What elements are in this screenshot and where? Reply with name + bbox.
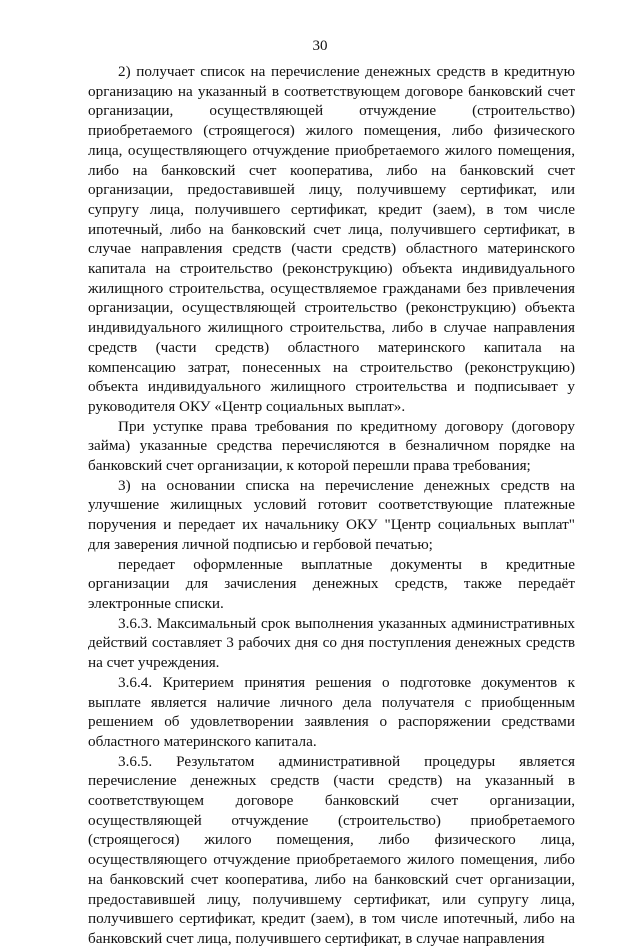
paragraph-transfer-documents: передает оформленные выплатные документы в кредитные организации для зачисления денежных средств, также передаёт электронные списки. — [88, 555, 575, 612]
paragraph-item-3-payment-orders: 3) на основании списка на перечисление денежных средств на улучшение жилищных условий готовит соответствующие платежные поручения и передает их начальнику ОКУ "Центр социальных выплат" для заверения личной подписью и гербовой печатью; — [88, 476, 575, 553]
paragraph-3-6-3: 3.6.3. Максимальный срок выполнения указанных административных действий составляет 3 рабочих дня со дня поступления денежных средств на счет учреждения. — [88, 614, 575, 672]
paragraph-item-2-list: 2) получает список на перечисление денежных средств в кредитную организацию на указанный в соответствующем договоре банковский счет организации, осуществляющей отчуждение (строительство) приобретаемого (строящегося) жилого помещения, либо физического лица, осуществляющего отчуждение приобретаемого жилого помещения, либо на банковский счет кооператива, либо на банковский счет организации, предоставившей лицу, получившему сертификат, или супругу лица, получившего сертификат, кредит (заем), в том числе ипотечный, либо на банковский счет лица, получившего сертификат, в случае направления средств (части средств) областного материнского капитала на строительство (реконструкцию) объекта индивидуального жилищного строительства, осуществляемое гражданами без привлечения организации, осуществляющей строительство (реконструкцию) объекта индивидуального жилищного строительства, либо в случае направления средств (части средств) областного материнского капитала на компенсацию затрат, понесенных на строительство (реконструкцию) объекта индивидуального жилищного строительства и подписывает у руководителя ОКУ «Центр социальных выплат». — [88, 63, 575, 415]
document-body — [88, 62, 575, 949]
page-number: 30 — [312, 38, 328, 54]
paragraph-assignment-of-claim: При уступке права требования по кредитному договору (договору займа) указанные средства перечисляются в безналичном порядке на банковский счет организации, к которой перешли права требования; — [88, 417, 575, 475]
paragraph-3-6-5: 3.6.5. Результатом административной процедуры является перечисление денежных средств (части средств) на указанный в соответствующем договоре банковский счет организации, осуществляющей отчуждение (строительство) приобретаемого (строящегося) жилого помещения, либо физического лица, осуществляющего отчуждение приобретаемого жилого помещения, либо на банковский счет кооператива, либо на банковский счет организации, предоставившей лицу, получившему сертификат, или супругу лица, получившего сертификат, кредит (заем), в том числе ипотечный, либо на банковский счет лица, получившего сертификат, в случае направления — [88, 752, 575, 947]
paragraph-3-6-4: 3.6.4. Критерием принятия решения о подготовке документов к выплате является наличие личного дела получателя с приобщенным решением об удовлетворении заявления о распоряжении средствами областного материнского капитала. — [88, 673, 575, 750]
